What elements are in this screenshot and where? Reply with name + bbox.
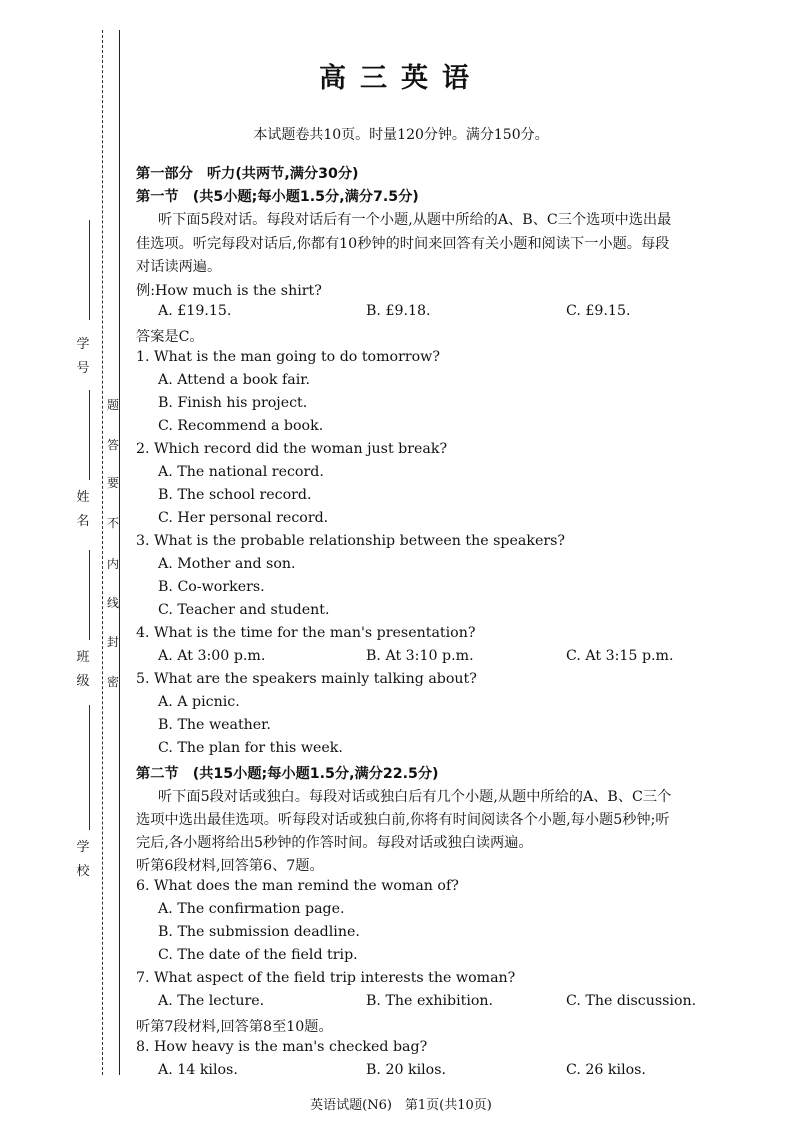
- example-option-b: B. £9.18.: [366, 303, 431, 319]
- option: A. Attend a book fair.: [158, 372, 311, 388]
- material-7-note: 听第7段材料,回答第8至10题。: [136, 1019, 333, 1035]
- section1-heading: 第一节 (共5小题;每小题1.5分,满分7.5分): [136, 189, 419, 205]
- option: C. Recommend a book.: [158, 418, 324, 434]
- option: C. The date of the field trip.: [158, 947, 358, 963]
- name-blank[interactable]: [89, 390, 91, 480]
- part1-heading: 第一部分 听力(共两节,满分30分): [136, 166, 359, 182]
- option: C. 26 kilos.: [566, 1062, 646, 1078]
- name-label: 姓 名: [76, 490, 90, 529]
- question-4: 4. What is the time for the man's presentation?: [136, 625, 476, 641]
- question-8: 8. How heavy is the man's checked bag?: [136, 1039, 428, 1055]
- option: C. Teacher and student.: [158, 602, 330, 618]
- instruction-line: 完后,各小题将给出5秒钟的作答时间。每段对话或独白读两遍。: [136, 835, 533, 851]
- student-id-blank[interactable]: [89, 220, 91, 320]
- instruction-line: 听下面5段对话或独白。每段对话或独白后有几个小题,从题中所给的A、B、C三个: [158, 789, 672, 805]
- option: A. The national record.: [158, 464, 324, 480]
- question-6: 6. What does the man remind the woman of?: [136, 878, 459, 894]
- option: B. The school record.: [158, 487, 312, 503]
- school-label: 学 校: [76, 840, 90, 879]
- school-blank[interactable]: [89, 705, 91, 830]
- option: B. 20 kilos.: [366, 1062, 447, 1078]
- option: A. The confirmation page.: [158, 901, 345, 917]
- seal-char: 线: [106, 596, 119, 610]
- instruction-line: 对话读两遍。: [136, 259, 222, 275]
- cut-line-dashed: [102, 30, 103, 1075]
- seal-char: 封: [106, 635, 119, 649]
- binding-margin: [0, 0, 125, 1130]
- option: B. The weather.: [158, 717, 271, 733]
- seal-line: [119, 30, 120, 1075]
- question-5: 5. What are the speakers mainly talking about?: [136, 671, 477, 687]
- page-footer: 英语试题(N6) 第1页(共10页): [310, 1098, 492, 1113]
- instruction-line: 选项中选出最佳选项。听每段对话或独白前,你将有时间阅读各个小题,每小题5秒钟;听: [136, 812, 670, 828]
- question-3: 3. What is the probable relationship between the speakers?: [136, 533, 566, 549]
- option: C. The plan for this week.: [158, 740, 343, 756]
- material-6-note: 听第6段材料,回答第6、7题。: [136, 858, 324, 874]
- page-title: 高三英语: [319, 63, 483, 94]
- option: C. At 3:15 p.m.: [566, 648, 674, 664]
- question-1: 1. What is the man going to do tomorrow?: [136, 349, 440, 365]
- class-label: 班 级: [76, 650, 90, 689]
- example-option-c: C. £9.15.: [566, 303, 631, 319]
- seal-char: 内: [106, 557, 119, 571]
- option: A. 14 kilos.: [158, 1062, 238, 1078]
- option: A. A picnic.: [158, 694, 240, 710]
- class-blank[interactable]: [89, 550, 91, 640]
- example-option-a: A. £19.15.: [158, 303, 232, 319]
- option: B. Co-workers.: [158, 579, 265, 595]
- option: A. The lecture.: [158, 993, 265, 1009]
- exam-info: 本试题卷共10页。时量120分钟。满分150分。: [253, 127, 549, 143]
- option: B. The submission deadline.: [158, 924, 360, 940]
- seal-char: 答: [106, 438, 119, 452]
- seal-char: 不: [106, 516, 119, 530]
- option: B. The exhibition.: [366, 993, 494, 1009]
- question-7: 7. What aspect of the field trip interests the woman?: [136, 970, 516, 986]
- seal-char: 题: [106, 398, 119, 412]
- seal-char: 密: [106, 675, 119, 689]
- option: B. Finish his project.: [158, 395, 308, 411]
- option: C. The discussion.: [566, 993, 697, 1009]
- option: A. At 3:00 p.m.: [158, 648, 266, 664]
- seal-char: 要: [106, 476, 119, 490]
- question-2: 2. Which record did the woman just break?: [136, 441, 448, 457]
- example-answer: 答案是C。: [136, 329, 204, 345]
- instruction-line: 听下面5段对话。每段对话后有一个小题,从题中所给的A、B、C三个选项中选出最: [158, 212, 672, 228]
- option: B. At 3:10 p.m.: [366, 648, 474, 664]
- student-id-label: 学 号: [76, 337, 90, 376]
- option: A. Mother and son.: [158, 556, 296, 572]
- instruction-line: 佳选项。听完每段对话后,你都有10秒钟的时间来回答有关小题和阅读下一小题。每段: [136, 236, 670, 252]
- option: C. Her personal record.: [158, 510, 329, 526]
- example-question: 例:How much is the shirt?: [136, 283, 322, 299]
- section2-heading: 第二节 (共15小题;每小题1.5分,满分22.5分): [136, 766, 439, 782]
